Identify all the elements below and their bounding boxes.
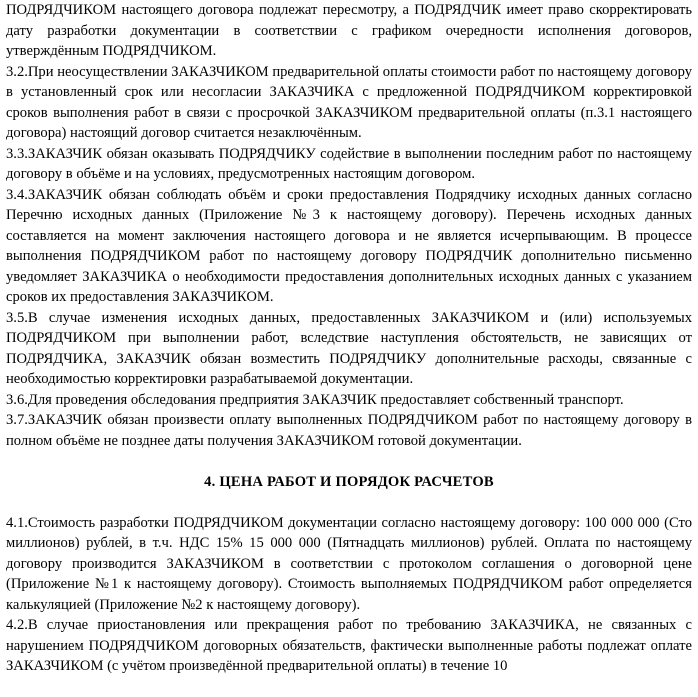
paragraph-4-2: 4.2.В случае приостановления или прекращения работ по требованию ЗАКАЗЧИКА, не связанных с нарушением ПОДРЯДЧИКОМ договорных обязательств, фактически выполненные работы подлежат оплате ЗАКАЗЧИКОМ (с учётом произведённой предварительной оплаты) в течение 10 <box>6 617 692 674</box>
blank-line <box>6 492 692 513</box>
paragraph-3-6: 3.6.Для проведения обследования предприятия ЗАКАЗЧИК предоставляет собственный транспорт. <box>6 391 624 408</box>
blank-line <box>6 451 692 472</box>
paragraph-3-4: 3.4.ЗАКАЗЧИК обязан соблюдать объём и сроки предоставления Подрядчику исходных данных согласно Перечню исходных данных (Приложение №3 к настоящему договору). Перечень исходных данных составляется на момент заключения настоящего договора и не является исчерпывающим. В процессе выполнения ПОДРЯДЧИКОМ работ по настоящему договору ПОДРЯДЧИК дополнительно письменно уведомляет ЗАКАЗЧИКА о необходимости предоставления дополнительных исходных данных с указанием сроков их предоставления ЗАКАЗЧИКОМ. <box>6 186 692 305</box>
paragraph-3-1-continued: ПОДРЯДЧИКОМ настоящего договора подлежат пересмотру, а ПОДРЯДЧИК имеет право скорректировать дату разработки документации в соответствии с графиком очередности исполнения договоров, утверждённым ПОДРЯДЧИКОМ. <box>6 2 692 59</box>
paragraph-4-1: 4.1.Стоимость разработки ПОДРЯДЧИКОМ документации согласно настоящему договору: 100 000 000 (Сто миллионов) рублей, в т.ч. НДС 15% 15 000 000 (Пятнадцать миллионов) рублей. Оплата по настоящему договору производится ЗАКАЗЧИКОМ в соответствии с протоколом соглашения о договорной цене (Приложение №1 к настоящему договору). Стоимость выполняемых ПОДРЯДЧИКОМ работ определяется калькуляцией (Приложение №2 к настоящему договору). <box>6 514 692 613</box>
paragraph-3-3: 3.3.ЗАКАЗЧИК обязан оказывать ПОДРЯДЧИКУ содействие в выполнении последним работ по настоящему договору в объёме и на условиях, предусмотренных настоящим договором. <box>6 145 692 182</box>
section-heading: 4. ЦЕНА РАБОТ И ПОРЯДОК РАСЧЕТОВ <box>204 473 494 490</box>
paragraph-3-7: 3.7.ЗАКАЗЧИК обязан произвести оплату выполненных ПОДРЯДЧИКОМ работ по настоящему договору в полном объёме не позднее даты получения ЗАКАЗЧИКОМ готовой документации. <box>6 412 692 449</box>
paragraph-3-2: 3.2.При неосуществлении ЗАКАЗЧИКОМ предварительной оплаты стоимости работ по настоящему договору в установленный срок или несогласии ЗАКАЗЧИКА с предложенной ПОДРЯДЧИКОМ корректировкой сроков выполнения работ в связи с просрочкой ЗАКАЗЧИКОМ предварительной оплаты (п.3.1 настоящего договора) настоящий договор считается незаключённым. <box>6 63 692 141</box>
paragraph-3-5: 3.5.В случае изменения исходных данных, предоставленных ЗАКАЗЧИКОМ и (или) используемых ПОДРЯДЧИКОМ при выполнении работ, вследствие наступления обстоятельств, не зависящих от ПОДРЯДЧИКА, ЗАКАЗЧИК обязан возместить ПОДРЯДЧИКУ дополнительные расходы, связанные с необходимостью корректировки разрабатываемой документации. <box>6 309 692 387</box>
document-page <box>6 0 692 677</box>
